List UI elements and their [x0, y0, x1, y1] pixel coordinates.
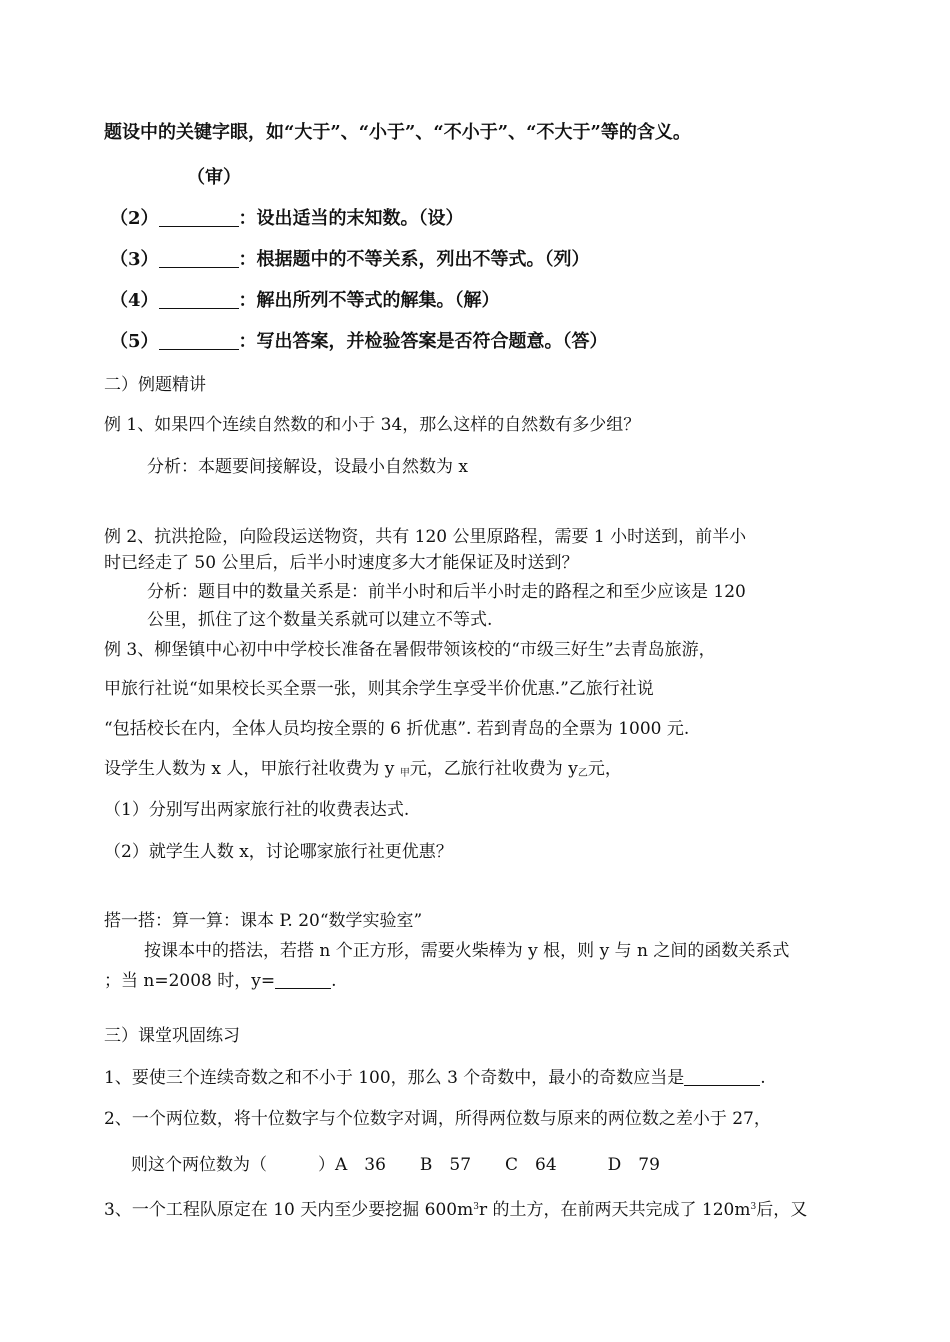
example-3-line-3: “包括校长在内，全体人员均按全票的 6 折优惠”. 若到青岛的全票为 1000 元.	[104, 719, 690, 739]
example-3-line-1: 例 3、柳堡镇中心初中中学校长准备在暑假带领该校的“市级三好生”去青岛旅游，	[104, 640, 716, 660]
step-2-text: ：设出适当的末知数。（设）	[238, 208, 464, 229]
step-5	[110, 330, 608, 354]
subscript-jia: 甲	[399, 768, 410, 779]
example-1-analysis: 分析：本题要间接解设，设最小自然数为 x	[147, 457, 468, 477]
build-answer-blank	[275, 970, 331, 989]
question-1	[104, 1066, 766, 1090]
question-3-a: 3、一个工程队原定在 10 天内至少要挖掘 600m	[104, 1200, 474, 1220]
step-4-blank	[159, 290, 239, 309]
step-4-number: （4）	[110, 290, 159, 311]
step-2-blank	[159, 208, 239, 227]
build-line-2-b: .	[331, 971, 337, 991]
question-3-c: 后，又	[756, 1200, 808, 1220]
example-3-question-1: （1）分别写出两家旅行社的收费表达式.	[104, 800, 410, 820]
step-3	[110, 248, 590, 272]
step1-tag: （审）	[187, 167, 241, 188]
build-line-1: 按课本中的搭法，若搭 n 个正方形，需要火柴棒为 y 根，则 y 与 n 之间的函数关系式	[144, 941, 790, 961]
build-line-2-a: ；当 n=2008 时，y=	[104, 971, 276, 991]
section-3-heading: 三）课堂巩固练习	[104, 1026, 240, 1046]
step-3-text: ：根据题中的不等关系，列出不等式。（列）	[238, 249, 590, 270]
question-2-line-1: 2、一个两位数，将十位数字与个位数字对调，所得两位数与原来的两位数之差小于 27，	[104, 1109, 771, 1129]
example-2-line-1: 例 2、抗洪抢险，向险段运送物资，共有 120 公里原路程，需要 1 小时送到，前半小	[104, 527, 747, 547]
example-3-line-4-c: 元，	[587, 759, 622, 779]
example-2-analysis-1: 分析：题目中的数量关系是：前半小时和后半小时走的路程之和至少应该是 120	[147, 582, 746, 602]
step-4	[110, 289, 500, 313]
build-title: 搭一搭：算一算：课本 P. 20“数学实验室”	[104, 911, 423, 931]
example-3-question-2: （2）就学生人数 x，讨论哪家旅行社更优惠？	[104, 842, 453, 862]
example-3-line-2: 甲旅行社说“如果校长买全票一张，则其余学生享受半价优惠.”乙旅行社说	[104, 679, 654, 699]
step-5-blank	[159, 331, 239, 350]
step-4-text: ：解出所列不等式的解集。（解）	[238, 290, 500, 311]
question-1-end: .	[760, 1068, 766, 1088]
question-2-line-2: 则这个两位数为（ ）A 36 B 57 C 64 D 79	[131, 1155, 660, 1175]
example-3-line-4	[104, 757, 622, 786]
question-3	[104, 1195, 807, 1222]
section-2-heading: 二）例题精讲	[104, 375, 206, 395]
example-3-line-4-b: 元，乙旅行社收费为 y	[409, 759, 578, 779]
question-1-text: 1、要使三个连续奇数之和不小于 100，那么 3 个奇数中，最小的奇数应当是	[104, 1068, 685, 1088]
step-3-blank	[159, 249, 239, 268]
step-2-number: （2）	[110, 208, 159, 229]
subscript-yi: 乙	[577, 768, 588, 779]
step-5-text: ：写出答案，并检验答案是否符合题意。（答）	[238, 331, 608, 352]
step-5-number: （5）	[110, 331, 159, 352]
step-3-number: （3）	[110, 249, 159, 270]
question-1-blank	[684, 1067, 760, 1086]
superscript-1: 3	[473, 1202, 479, 1212]
superscript-2: 3	[750, 1202, 757, 1212]
build-line-2	[104, 969, 337, 993]
example-1: 例 1、如果四个连续自然数的和小于 34，那么这样的自然数有多少组？	[104, 415, 641, 435]
question-3-b: r 的土方，在前两天共完成了 120m	[478, 1200, 751, 1220]
steps-intro: 题设中的关键字眼，如“大于”、“小于”、“不小于”、“不大于”等的含义。	[104, 122, 691, 143]
step-2	[110, 207, 464, 231]
example-2-line-2: 时已经走了 50 公里后，后半小时速度多大才能保证及时送到？	[104, 553, 579, 573]
example-2-analysis-2: 公里，抓住了这个数量关系就可以建立不等式.	[147, 610, 493, 630]
example-3-line-4-a: 设学生人数为 x 人，甲旅行社收费为 y	[104, 759, 395, 779]
